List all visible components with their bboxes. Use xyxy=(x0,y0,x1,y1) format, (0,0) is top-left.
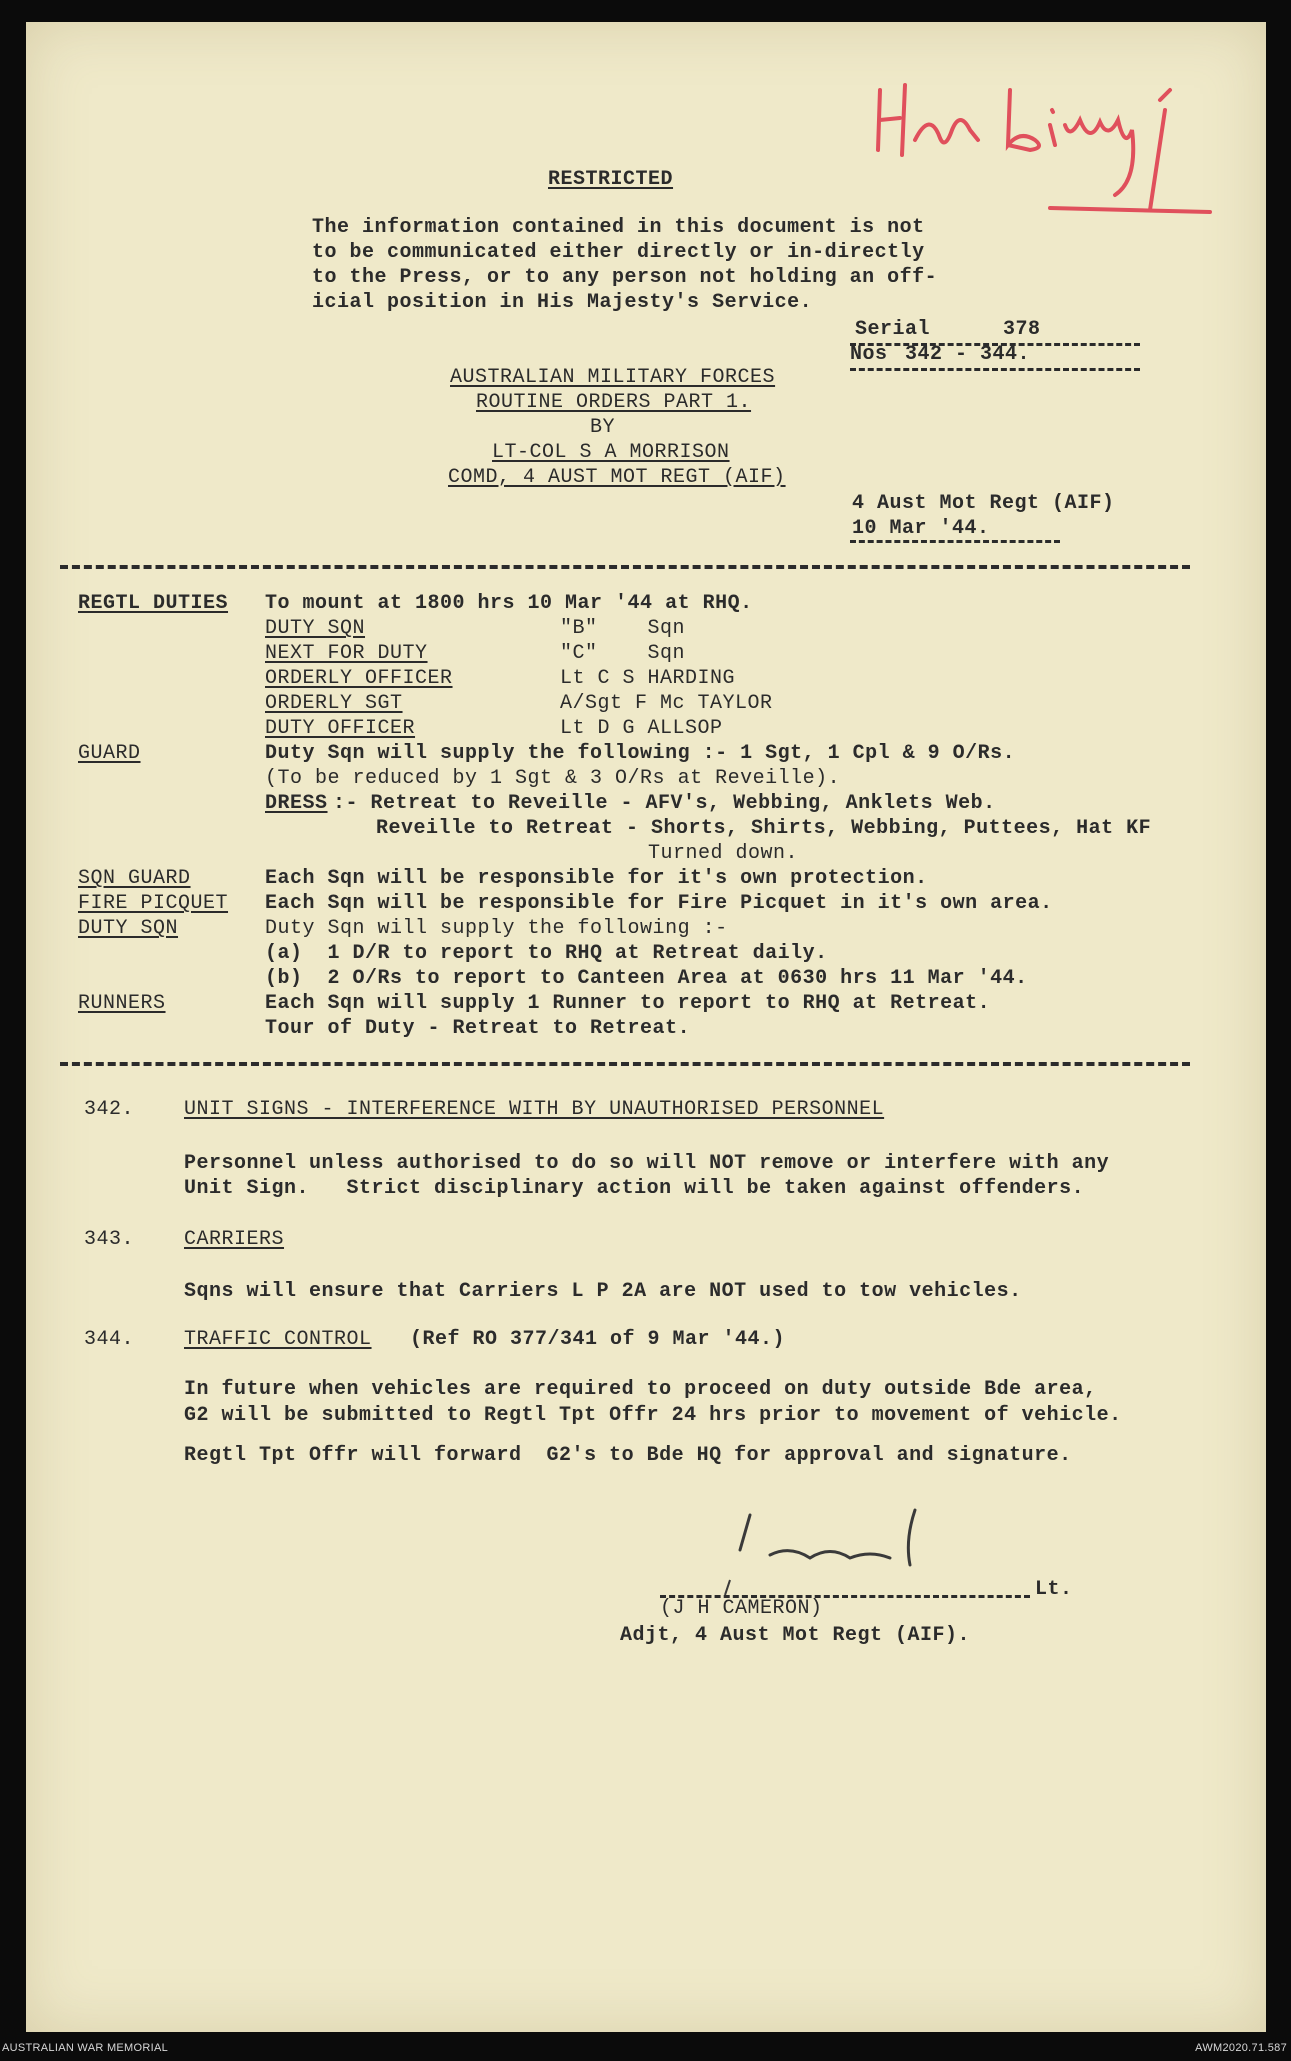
roster-value: A/Sgt F Mc TAYLOR xyxy=(560,692,773,715)
runners-label: RUNNERS xyxy=(78,992,166,1015)
notice-line: The information contained in this document is not xyxy=(312,216,925,239)
notice-line: to be communicated either directly or in-directly xyxy=(312,241,925,264)
sqn-guard-label: SQN GUARD xyxy=(78,867,191,890)
fire-picquet-text: Each Sqn will be responsible for Fire Picquet in it's own area. xyxy=(265,892,1053,915)
dress-label: DRESS xyxy=(265,792,328,815)
runners-line: Tour of Duty - Retreat to Retreat. xyxy=(265,1017,691,1040)
duty-sqn-label: DUTY SQN xyxy=(78,917,179,940)
order-body-line: Sqns will ensure that Carriers L P 2A are NOT used to tow vehicles. xyxy=(184,1280,1022,1303)
guard-line: Duty Sqn will supply the following :- 1 Sgt, 1 Cpl & 9 O/Rs. xyxy=(265,742,1016,765)
order-body-line: In future when vehicles are required to proceed on duty outside Bde area, xyxy=(184,1378,1097,1401)
order-number: 344. xyxy=(84,1328,135,1351)
notice-line: icial position in His Majesty's Service. xyxy=(312,291,813,314)
order-number: 342. xyxy=(84,1098,135,1121)
serial-value: 378 xyxy=(1003,318,1041,341)
runners-line: Each Sqn will supply 1 Runner to report to RHQ at Retreat. xyxy=(265,992,991,1015)
dress-line: Turned down. xyxy=(648,842,799,865)
notice-line: to the Press, or to any person not holding an off- xyxy=(312,266,938,289)
classification-heading: RESTRICTED xyxy=(548,168,674,191)
duty-sqn-line: Duty Sqn will supply the following :- xyxy=(265,917,728,940)
roster-role: DUTY SQN xyxy=(265,617,366,640)
title-line: COMD, 4 AUST MOT REGT (AIF) xyxy=(448,466,786,489)
roster-role: ORDERLY SGT xyxy=(265,692,403,715)
sqn-guard-text: Each Sqn will be responsible for it's own protection. xyxy=(265,867,928,890)
title-line: ROUTINE ORDERS PART 1. xyxy=(476,391,752,414)
guard-line: (To be reduced by 1 Sgt & 3 O/Rs at Reveille). xyxy=(265,767,841,790)
title-line: BY xyxy=(590,416,616,439)
order-title: UNIT SIGNS - INTERFERENCE WITH BY UNAUTHORISED PERSONNEL xyxy=(184,1098,885,1121)
order-body-line: Personnel unless authorised to do so will NOT remove or interfere with any xyxy=(184,1152,1110,1175)
fire-picquet-label: FIRE PICQUET xyxy=(78,892,229,915)
order-title: TRAFFIC CONTROL xyxy=(184,1328,372,1351)
order-ref: (Ref RO 377/341 of 9 Mar '44.) xyxy=(410,1328,786,1351)
order-body-line: Unit Sign. Strict disciplinary action will be taken against offenders. xyxy=(184,1177,1085,1200)
roster-value: "B" Sqn xyxy=(560,617,686,640)
nos-label: Nos xyxy=(850,343,888,366)
duty-sqn-line: (a) 1 D/R to report to RHQ at Retreat daily. xyxy=(265,942,828,965)
serial-rule xyxy=(850,343,1140,350)
title-line: AUSTRALIAN MILITARY FORCES xyxy=(450,366,776,389)
roster-role: DUTY OFFICER xyxy=(265,717,416,740)
roster-value: "C" Sqn xyxy=(560,642,686,665)
handwritten-annotation xyxy=(860,70,1220,220)
unit-name: 4 Aust Mot Regt (AIF) xyxy=(852,492,1115,515)
roster-role: ORDERLY OFFICER xyxy=(265,667,453,690)
section-divider xyxy=(60,565,1190,573)
nos-value: 342 - 344. xyxy=(905,343,1031,366)
dress-line: Reveille to Retreat - Shorts, Shirts, Webbing, Puttees, Hat KF xyxy=(376,817,1152,840)
order-title: CARRIERS xyxy=(184,1228,285,1251)
roster-value: Lt D G ALLSOP xyxy=(560,717,723,740)
order-body-line: G2 will be submitted to Regtl Tpt Offr 24 hrs prior to movement of vehicle. xyxy=(184,1404,1122,1427)
signature xyxy=(700,1500,1060,1600)
regtl-duties-label: REGTL DUTIES xyxy=(78,592,229,615)
signatory-position: Adjt, 4 Aust Mot Regt (AIF). xyxy=(620,1624,971,1647)
footer-accession: AWM2020.71.587 xyxy=(1195,2042,1287,2054)
title-line: LT-COL S A MORRISON xyxy=(492,441,730,464)
nos-rule xyxy=(850,368,1140,375)
order-date: 10 Mar '44. xyxy=(852,517,990,540)
dress-line: :- Retreat to Reveille - AFV's, Webbing, Anklets Web. xyxy=(333,792,996,815)
roster-value: Lt C S HARDING xyxy=(560,667,736,690)
signatory-rank: Lt. xyxy=(1035,1578,1073,1601)
serial-label: Serial xyxy=(855,318,931,341)
guard-label: GUARD xyxy=(78,742,141,765)
duty-sqn-line: (b) 2 O/Rs to report to Canteen Area at 0630 hrs 11 Mar '44. xyxy=(265,967,1028,990)
order-number: 343. xyxy=(84,1228,135,1251)
signatory-name: (J H CAMERON) xyxy=(660,1597,823,1620)
date-rule xyxy=(850,540,1060,547)
footer-credit: AUSTRALIAN WAR MEMORIAL xyxy=(2,2042,169,2054)
roster-role: NEXT FOR DUTY xyxy=(265,642,428,665)
order-body-line: Regtl Tpt Offr will forward G2's to Bde HQ for approval and signature. xyxy=(184,1444,1072,1467)
mount-line: To mount at 1800 hrs 10 Mar '44 at RHQ. xyxy=(265,592,753,615)
section-divider xyxy=(60,1062,1190,1070)
